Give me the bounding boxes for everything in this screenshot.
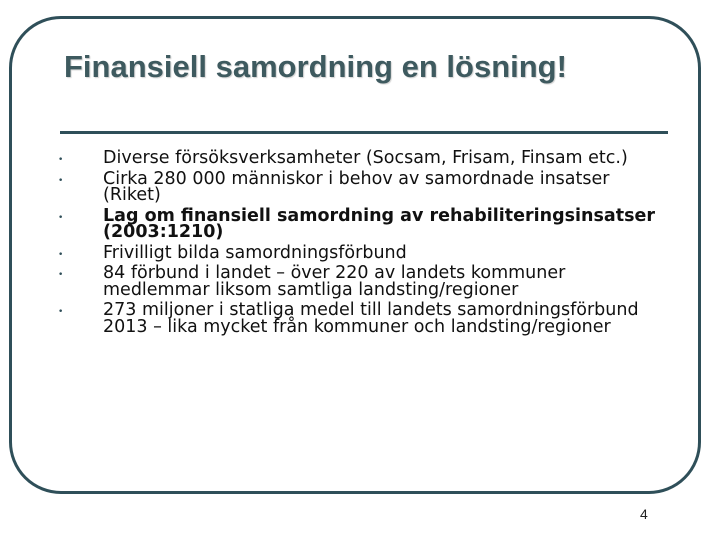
bullet-item: [58, 150, 658, 167]
bullet-dot-icon: •: [58, 270, 64, 280]
bullet-dot-icon: •: [58, 212, 64, 223]
bullet-text: Frivilligt bilda samordningsförbund: [103, 242, 407, 263]
bullet-list: [58, 150, 658, 339]
bullet-text: Diverse försöksverksamheter (Socsam, Frisam, Finsam etc.): [103, 148, 628, 168]
page-number: 4: [640, 506, 648, 522]
bullet-item: [58, 302, 658, 335]
bullet-item: [58, 242, 658, 263]
bullet-item: [58, 168, 658, 205]
bullet-text: Lag om finansiell samordning av rehabiliteringsinsatser (2003:1210): [103, 205, 656, 242]
bullet-dot-icon: •: [58, 307, 64, 317]
bullet-text: 273 miljoner i statliga medel till landets samordningsförbund 2013 – lika mycket från kommuner och landsting/regioner: [103, 300, 639, 337]
bullet-dot-icon: •: [58, 155, 64, 165]
bullet-item: [58, 205, 658, 242]
bullet-item: [58, 265, 658, 298]
bullet-dot-icon: •: [58, 175, 64, 186]
bullet-text: Cirka 280 000 människor i behov av samordnade insatser (Riket): [103, 168, 610, 205]
title-divider: [60, 131, 668, 134]
bullet-text: 84 förbund i landet – över 220 av landets kommuner medlemmar liksom samtliga landsting/regioner: [103, 263, 566, 300]
slide-title: Finansiell samordning en lösning!: [64, 49, 567, 84]
bullet-dot-icon: •: [58, 249, 64, 260]
